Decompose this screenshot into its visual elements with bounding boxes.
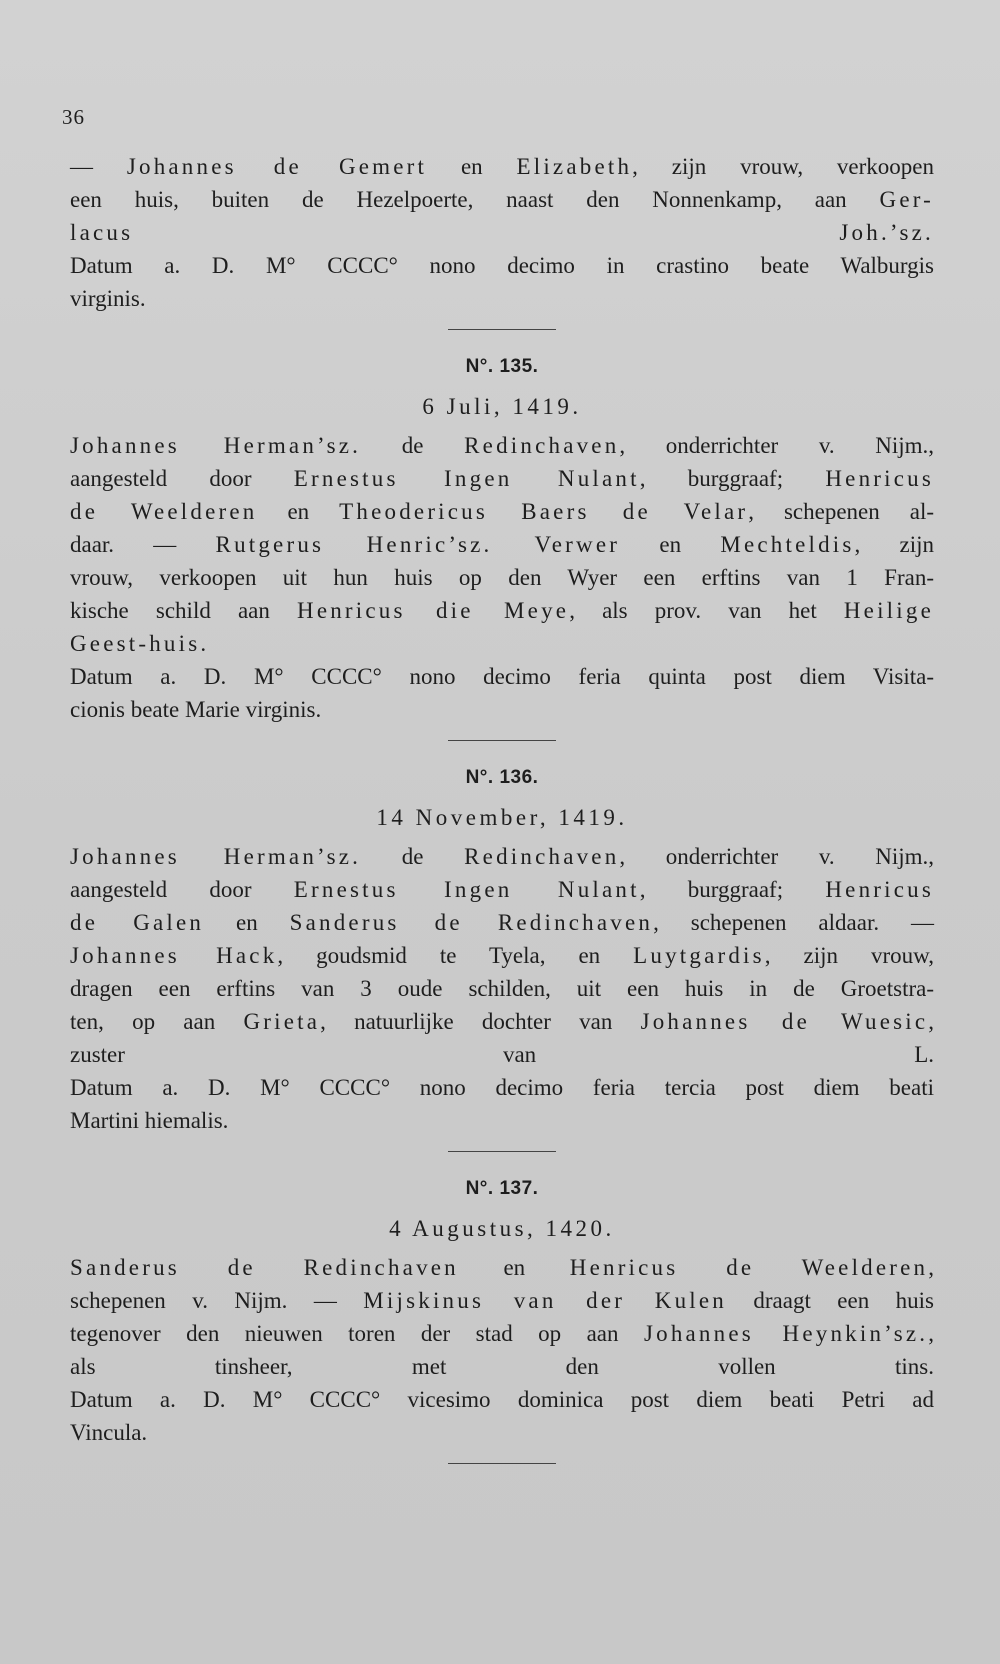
text-run: dragen een erftins van 3 oude schilden, uit een huis in de Groetstra- — [70, 976, 934, 1001]
entry-number: N°. 135. — [465, 356, 539, 377]
spaced-name: Mechteldis — [720, 532, 855, 557]
text-run: , zijn vrouw, verkoopen — [632, 154, 935, 179]
entry-line — [70, 1251, 934, 1284]
entry-line — [70, 627, 934, 660]
spaced-name: Grieta — [243, 1009, 321, 1034]
text-run: — — [70, 154, 127, 179]
text-run: draagt een huis — [726, 1288, 934, 1313]
entry-date: 4 Augustus, 1420. — [389, 1216, 615, 1241]
spaced-name: Johannes Herman’sz. — [70, 433, 362, 458]
spaced-name: Johannes Hack — [70, 943, 278, 968]
text-run: aangesteld door — [70, 466, 294, 491]
spaced-name: Ernestus Ingen Nulant — [293, 877, 640, 902]
spaced-name: Sanderus de Redinchaven — [70, 1255, 459, 1280]
text-run: en — [458, 1255, 570, 1280]
text-run: , onderrichter v. Nijm., — [619, 844, 934, 869]
entry-line — [70, 873, 934, 906]
spaced-name: Rutgerus Henric’sz. Verwer — [215, 532, 621, 557]
entry-line — [70, 1104, 934, 1137]
text-run: , onderrichter v. Nijm., — [619, 433, 934, 458]
spaced-name: Ger- — [879, 187, 934, 212]
section-divider — [448, 1151, 556, 1152]
entry-line — [70, 660, 934, 693]
spaced-name: Geest-huis. — [70, 631, 210, 656]
entry-line — [70, 1350, 934, 1383]
spaced-name: Luytgardis — [633, 943, 765, 968]
text-run: , als prov. van het — [569, 598, 844, 623]
entry-text — [70, 429, 934, 726]
spaced-name: Sanderus de Redinchaven — [289, 910, 654, 935]
text-run: , zijn — [854, 532, 934, 557]
spaced-name: Ernestus Ingen Nulant — [293, 466, 640, 491]
entry-line — [70, 1416, 934, 1449]
text-run: Datum a. D. M° CCCC° nono decimo in crastino beate Walburgis — [70, 253, 934, 278]
text-run: de — [361, 433, 465, 458]
intro-line — [70, 183, 934, 216]
spaced-name: Redinchaven — [464, 433, 620, 458]
section-divider — [448, 1463, 556, 1464]
entry-number: N°. 136. — [465, 767, 539, 788]
entry-line — [70, 840, 934, 873]
text-run: Datum a. D. M° CCCC° vicesimo dominica post diem beati Petri ad — [70, 1387, 934, 1412]
section-divider — [448, 740, 556, 741]
text-run: aangesteld door — [70, 877, 294, 902]
text-run: virginis. — [70, 286, 146, 311]
text-run: , goudsmid te Tyela, en — [277, 943, 634, 968]
entry-line — [70, 561, 934, 594]
document-body — [70, 150, 934, 1490]
text-run: daar. — — [70, 532, 216, 557]
spaced-name: lacus Joh.’sz. — [70, 220, 934, 245]
entry-line — [70, 1284, 934, 1317]
intro-line — [70, 249, 934, 282]
intro-line — [70, 150, 934, 183]
spaced-name: Johannes de Wuesic — [640, 1009, 929, 1034]
spaced-name: Elizabeth — [516, 154, 633, 179]
text-run: , — [928, 1009, 935, 1034]
text-run: , burggraaf; — [639, 466, 826, 491]
entry-line — [70, 1317, 934, 1350]
spaced-name: Johannes Heynkin’sz. — [643, 1321, 929, 1346]
text-run: Vincula. — [70, 1420, 148, 1445]
text-run: Datum a. D. M° CCCC° nono decimo feria tercia post diem beati — [70, 1075, 934, 1100]
text-run: en — [257, 499, 340, 524]
intro-line — [70, 216, 934, 249]
entry-line — [70, 693, 934, 726]
text-run: , schepenen aldaar. — — [653, 910, 934, 935]
text-run: , burggraaf; — [639, 877, 826, 902]
text-run: en — [620, 532, 721, 557]
entry-line — [70, 1038, 934, 1071]
page-number: 36 — [62, 105, 85, 129]
entry-section — [70, 767, 934, 1137]
text-run: kische schild aan — [70, 598, 298, 623]
entry-date: 6 Juli, 1419. — [422, 394, 582, 419]
text-run: de — [361, 844, 465, 869]
entry-line — [70, 972, 934, 1005]
spaced-name: Henricus de Weelderen — [569, 1255, 929, 1280]
entry-text — [70, 840, 934, 1137]
text-run: en — [427, 154, 517, 179]
text-run: , schepenen al- — [748, 499, 935, 524]
spaced-name: de Galen — [70, 910, 205, 935]
entry-line — [70, 906, 934, 939]
entry-date: 14 November, 1419. — [376, 805, 628, 830]
spaced-name: Redinchaven — [464, 844, 620, 869]
entry-line — [70, 594, 934, 627]
entry-line — [70, 462, 934, 495]
entry-line — [70, 1383, 934, 1416]
entry-line — [70, 429, 934, 462]
text-run: en — [204, 910, 290, 935]
spaced-name: Henricus — [825, 466, 935, 491]
spaced-name: Mijskinus van der Kulen — [363, 1288, 727, 1313]
entry-line — [70, 1071, 934, 1104]
entry-text — [70, 1251, 934, 1449]
spaced-name: de Weelderen — [70, 499, 258, 524]
text-run: schepenen v. Nijm. — — [70, 1288, 364, 1313]
spaced-name: Heilige — [843, 598, 934, 623]
spaced-name: Johannes Herman’sz. — [70, 844, 362, 869]
entry-line — [70, 1005, 934, 1038]
entry-number: N°. 137. — [465, 1178, 539, 1199]
text-run: als tinsheer, met den vollen tins. — [70, 1354, 934, 1379]
text-run: , — [928, 1255, 934, 1280]
spaced-name: Henricus — [825, 877, 935, 902]
intro-line — [70, 282, 934, 315]
text-run: cionis beate Marie virginis. — [70, 697, 322, 722]
text-run: tegenover den nieuwen toren der stad op aan — [70, 1321, 644, 1346]
entry-line — [70, 528, 934, 561]
intro-paragraph — [70, 150, 934, 315]
text-run: een huis, buiten de Hezelpoerte, naast den Nonnenkamp, aan — [70, 187, 880, 212]
entry-line — [70, 939, 934, 972]
section-divider — [448, 329, 556, 330]
entry-line — [70, 495, 934, 528]
text-run: zuster van L. — [70, 1042, 934, 1067]
spaced-name: Theodericus Baers de Velar — [339, 499, 749, 524]
spaced-name: Henricus die Meye — [297, 598, 570, 623]
text-run: Datum a. D. M° CCCC° nono decimo feria quinta post diem Visita- — [70, 664, 934, 689]
text-run: , — [928, 1321, 934, 1346]
text-run: , zijn vrouw, — [764, 943, 934, 968]
text-run: ten, op aan — [70, 1009, 244, 1034]
text-run: , natuurlijke dochter van — [320, 1009, 641, 1034]
text-run: vrouw, verkoopen uit hun huis op den Wyer een erftins van 1 Fran- — [70, 565, 934, 590]
entry-section — [70, 356, 934, 726]
text-run: Martini hiemalis. — [70, 1108, 229, 1133]
entry-section — [70, 1178, 934, 1449]
spaced-name: Johannes de Gemert — [126, 154, 428, 179]
